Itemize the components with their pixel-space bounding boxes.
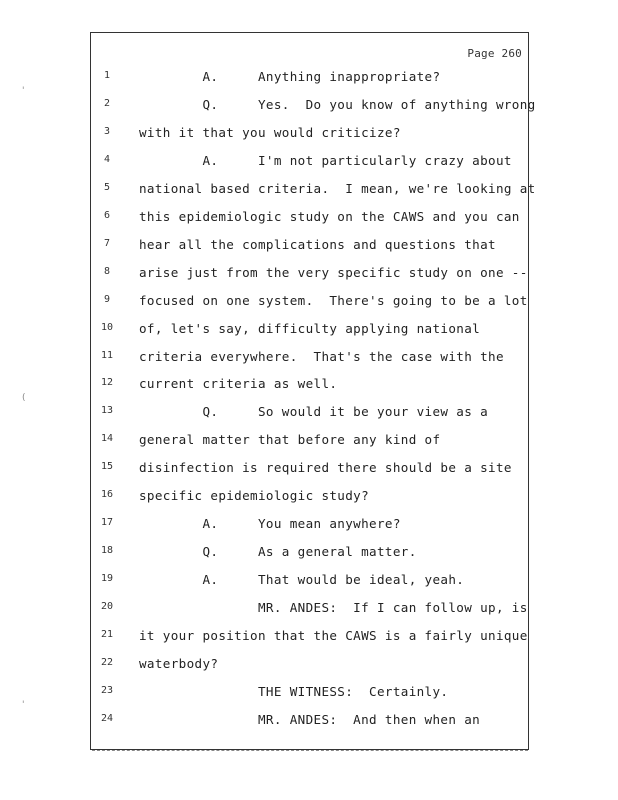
line-text: A. That would be ideal, yeah.: [139, 572, 465, 588]
transcript-line: [91, 376, 528, 394]
transcript-line: [91, 460, 528, 478]
line-number: 18: [100, 545, 114, 557]
line-text: Q. Yes. Do you know of anything wrong: [139, 96, 536, 112]
line-text: waterbody?: [139, 655, 219, 671]
line-text: disinfection is required there should be a site: [139, 460, 512, 476]
line-number: 10: [100, 321, 114, 333]
line-text: criteria everywhere. That's the case with the: [139, 348, 504, 364]
line-text: specific epidemiologic study?: [139, 488, 370, 504]
transcript-line: [91, 293, 528, 311]
line-text: Q. So would it be your view as a: [139, 404, 489, 420]
line-text: current criteria as well.: [139, 376, 338, 392]
line-number: 14: [100, 433, 114, 445]
line-number: 19: [100, 573, 114, 585]
line-number: 9: [103, 293, 111, 305]
line-text: THE WITNESS: Certainly.: [139, 683, 449, 699]
line-text: hear all the complications and questions that: [139, 236, 496, 252]
transcript-line: [91, 349, 528, 367]
line-number: 6: [103, 209, 111, 221]
line-text: A. I'm not particularly crazy about: [139, 152, 512, 168]
line-number: 4: [103, 153, 111, 165]
transcript-line: [91, 180, 536, 199]
margin-mark: ': [22, 86, 25, 96]
transcript-line: [91, 125, 528, 143]
line-number: 17: [100, 517, 114, 529]
line-text: with it that you would criticize?: [139, 124, 401, 140]
line-number: 8: [103, 265, 111, 277]
transcript-line: [91, 516, 528, 534]
line-text: national based criteria. I mean, we're looking at: [139, 180, 536, 196]
line-number: 11: [100, 349, 114, 361]
transcript-line: [91, 572, 528, 590]
margin-mark: (: [22, 393, 26, 403]
transcript-line: [91, 69, 528, 87]
line-text: A. Anything inappropriate?: [139, 69, 441, 84]
transcript-line: [91, 544, 528, 562]
transcript-line: [91, 265, 528, 283]
line-text: of, let's say, difficulty applying national: [139, 320, 481, 336]
line-number: 20: [100, 601, 114, 613]
transcript-line: [91, 628, 528, 646]
transcript-line: [91, 712, 528, 730]
line-number: 23: [100, 684, 114, 696]
line-text: general matter that before any kind of: [139, 432, 441, 448]
transcript-line: [91, 321, 528, 339]
transcript-line: [91, 209, 528, 227]
transcript-line: [91, 404, 528, 422]
line-text: MR. ANDES: If I can follow up, is: [139, 600, 528, 616]
transcript-line: [91, 153, 528, 171]
transcript-line: [91, 237, 528, 255]
page-number: Page 260: [467, 47, 522, 60]
transcript-line: [91, 656, 528, 674]
line-number: 1: [103, 70, 111, 81]
line-text: Q. As a general matter.: [139, 544, 417, 560]
line-text: it your position that the CAWS is a fairly unique: [139, 628, 528, 643]
transcript-line: [91, 684, 528, 702]
line-number: 16: [100, 489, 114, 501]
line-number: 5: [103, 181, 111, 193]
line-number: 2: [103, 97, 111, 109]
line-number: 22: [100, 656, 114, 668]
line-number: 12: [100, 377, 114, 389]
line-text: this epidemiologic study on the CAWS and you can: [139, 208, 520, 224]
transcript-page: [90, 32, 536, 750]
transcript-line: [91, 96, 536, 115]
line-text: focused on one system. There's going to be a lot: [139, 292, 528, 308]
line-number: 3: [103, 125, 111, 137]
line-number: 7: [103, 237, 111, 249]
transcript-line: [91, 600, 528, 618]
margin-mark: ': [22, 700, 25, 710]
line-text: arise just from the very specific study on one --: [139, 264, 528, 280]
line-number: 21: [100, 629, 114, 640]
line-number: 24: [100, 712, 114, 724]
line-number: 13: [100, 405, 114, 417]
transcript-line: [91, 488, 528, 506]
line-number: 15: [100, 461, 114, 473]
line-text: A. You mean anywhere?: [139, 516, 401, 532]
line-text: MR. ANDES: And then when an: [139, 711, 481, 727]
transcript-line: [91, 432, 528, 450]
bottom-rule: [92, 750, 528, 751]
